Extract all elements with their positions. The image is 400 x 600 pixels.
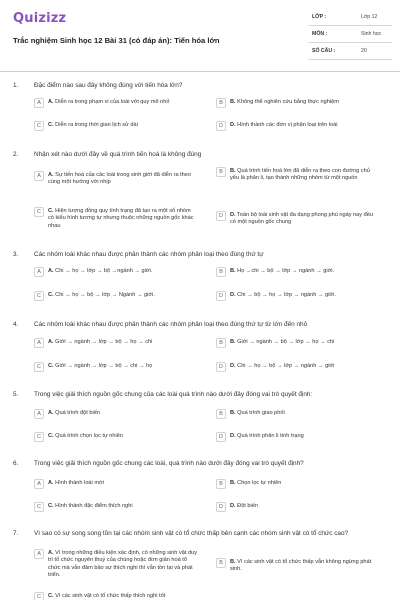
option-letter: B bbox=[219, 560, 223, 566]
question-number: 6. bbox=[13, 460, 19, 467]
option-text: B. Quá trình tiến hoá lớn đã diễn ra theo con đường chủ yếu là phân li, tạo thành những nhóm từ một nguồn bbox=[230, 168, 370, 182]
option-letter: C bbox=[37, 123, 41, 129]
question-text: Trong việc giải thích nguồn gốc chung của các loài quá trình nào dưới đây đóng vai trò quyết định: bbox=[34, 391, 313, 398]
question-number: 4. bbox=[13, 321, 19, 328]
meta-info-box bbox=[308, 9, 392, 61]
meta-value: Lớp 12 bbox=[361, 14, 378, 20]
option-letter: C bbox=[37, 209, 41, 215]
option-letter: A bbox=[37, 411, 41, 417]
option-letter: B bbox=[219, 411, 223, 417]
option-letter: A bbox=[37, 481, 41, 487]
meta-row-count bbox=[308, 43, 392, 60]
option-letter: C bbox=[37, 364, 41, 370]
option-text: D. Hình thành các đơn vị phân loại trên loài bbox=[230, 122, 338, 128]
option-text: D. Đột biến bbox=[230, 503, 258, 509]
option-text: B. Giới → ngành → bộ → lớp → họ → chi bbox=[230, 339, 335, 345]
page-header bbox=[0, 0, 400, 68]
option-letter: D bbox=[219, 213, 223, 219]
meta-key: SỐ CÂU : bbox=[312, 48, 336, 54]
option-text: C. Giới → ngành → lớp → bộ → chi → họ bbox=[48, 363, 153, 369]
option-letter: C bbox=[37, 434, 41, 440]
meta-value: 20 bbox=[361, 48, 367, 54]
header-divider bbox=[0, 71, 400, 72]
question-text: Vì sao có sự song song tồn tại các nhóm sinh vật có tổ chức thấp bên cạnh các nhóm sinh vật có tổ chức cao? bbox=[34, 530, 349, 537]
option-text: C. Hình thành đặc điểm thích nghi bbox=[48, 503, 133, 509]
option-text: C. Vì các sinh vật có tổ chức thấp thích nghi tốt bbox=[48, 593, 166, 599]
question-number: 1. bbox=[13, 82, 19, 89]
option-text: B. Chọn lọc tự nhiên bbox=[230, 480, 282, 486]
option-text: B. Quá trình giao phối bbox=[230, 410, 285, 416]
option-letter: D bbox=[219, 434, 223, 440]
option-letter: A bbox=[37, 269, 41, 275]
option-text: A. Diễn ra trong phạm vi của loài với quy mô nhỏ bbox=[48, 99, 170, 105]
option-text: A. Chi → họ → lớp → bộ →ngành → giới. bbox=[48, 268, 153, 274]
page-title: Trắc nghiệm Sinh học 12 Bài 31 (có đáp án): Tiến hóa lớn bbox=[13, 36, 220, 45]
option-text: B. Họ →chi → bộ → lớp → ngành → giới. bbox=[230, 268, 335, 274]
meta-value: Sinh học bbox=[361, 31, 382, 37]
option-text: A. Giới → ngành → lớp → bộ → họ → chi bbox=[48, 339, 153, 345]
option-letter: A bbox=[37, 551, 41, 557]
option-letter: A bbox=[37, 340, 41, 346]
option-letter: B bbox=[219, 269, 223, 275]
option-text: C. Hiện tượng đồng quy tính trạng đã tạo ra một số nhóm có kiểu hình tương tự nhưng thuộc những nguồn gốc khác nhau bbox=[48, 208, 194, 229]
option-text: D. Toàn bộ loài sinh vật đa dạng phong phú ngày nay đều có một nguồn gốc chung bbox=[230, 212, 373, 226]
meta-row-class bbox=[308, 9, 392, 26]
option-text: B. Không thể nghiên cứu bằng thực nghiệm bbox=[230, 99, 339, 105]
question-text: Các nhóm loài khác nhau được phân thành các nhóm phân loại theo đúng thứ tự từ lớn đến nhỏ bbox=[34, 321, 308, 328]
option-letter: B bbox=[219, 100, 223, 106]
question-number: 7. bbox=[13, 530, 19, 537]
option-letter: A bbox=[37, 173, 41, 179]
option-text: C. Chi → họ → bộ → lớp → Ngành → giới. bbox=[48, 292, 155, 298]
option-text: A. Sự tiến hoá của các loài trong sinh giới đã diễn ra theo cùng một hướng với nhịp bbox=[48, 172, 191, 186]
option-text: D. Chi → bộ → họ → lớp → ngành → giới. bbox=[230, 292, 336, 298]
option-letter: D bbox=[219, 293, 223, 299]
question-text: Nhận xét nào dưới đây về quá trình tiến hoá là không đúng bbox=[34, 151, 202, 158]
option-letter: D bbox=[219, 504, 223, 510]
meta-key: LỚP : bbox=[312, 14, 327, 20]
option-text: A. Quá trình đột biến bbox=[48, 410, 100, 416]
meta-key: MÔN : bbox=[312, 31, 328, 37]
question-text: Đặc điểm nào sau đây không đúng với tiến hóa lớn? bbox=[34, 82, 183, 89]
question-number: 5. bbox=[13, 391, 19, 398]
option-letter: C bbox=[37, 504, 41, 510]
option-text: C. Quá trình chọn lọc tự nhiên bbox=[48, 433, 123, 439]
question-text: Các nhóm loài khác nhau được phân thành các nhóm phân loại theo đúng thứ tự bbox=[34, 251, 264, 258]
question-number: 3. bbox=[13, 251, 19, 258]
option-letter: D bbox=[219, 123, 223, 129]
option-text: D. Chi → họ → bộ → lớp → ngành → giới bbox=[230, 363, 335, 369]
option-letter: A bbox=[37, 100, 41, 106]
question-number: 2. bbox=[13, 151, 19, 158]
option-letter: C bbox=[37, 293, 41, 299]
question-text: Trong việc giải thích nguồn gốc chung các loài, quá trình nào dưới đây đóng vai trò quyết định? bbox=[34, 460, 304, 467]
option-letter: B bbox=[219, 481, 223, 487]
quizizz-logo[interactable]: Quizizz bbox=[13, 11, 67, 26]
option-text: B. Vì các sinh vật có tổ chức thấp vẫn không ngừng phát sinh. bbox=[230, 559, 372, 573]
option-text: A. Hình thành loài mới bbox=[48, 480, 104, 486]
option-text: C. Diễn ra trong thời gian lịch sử dài bbox=[48, 122, 138, 128]
meta-row-subject bbox=[308, 26, 392, 43]
option-letter: B bbox=[219, 340, 223, 346]
option-text: A. Vì trong những điều kiện xác định, có những sinh vật duy trì tổ chức nguyên thuỷ của chúng hoặc đơn giản hoá tổ chức mà vẫn đảm bảo sự thích nghi thì vẫn tồn tại và phát triển. bbox=[48, 550, 197, 579]
option-letter: B bbox=[219, 169, 223, 175]
option-text: D. Quá trình phân li tính trạng bbox=[230, 433, 304, 439]
option-letter: C bbox=[37, 594, 41, 600]
option-letter: D bbox=[219, 364, 223, 370]
